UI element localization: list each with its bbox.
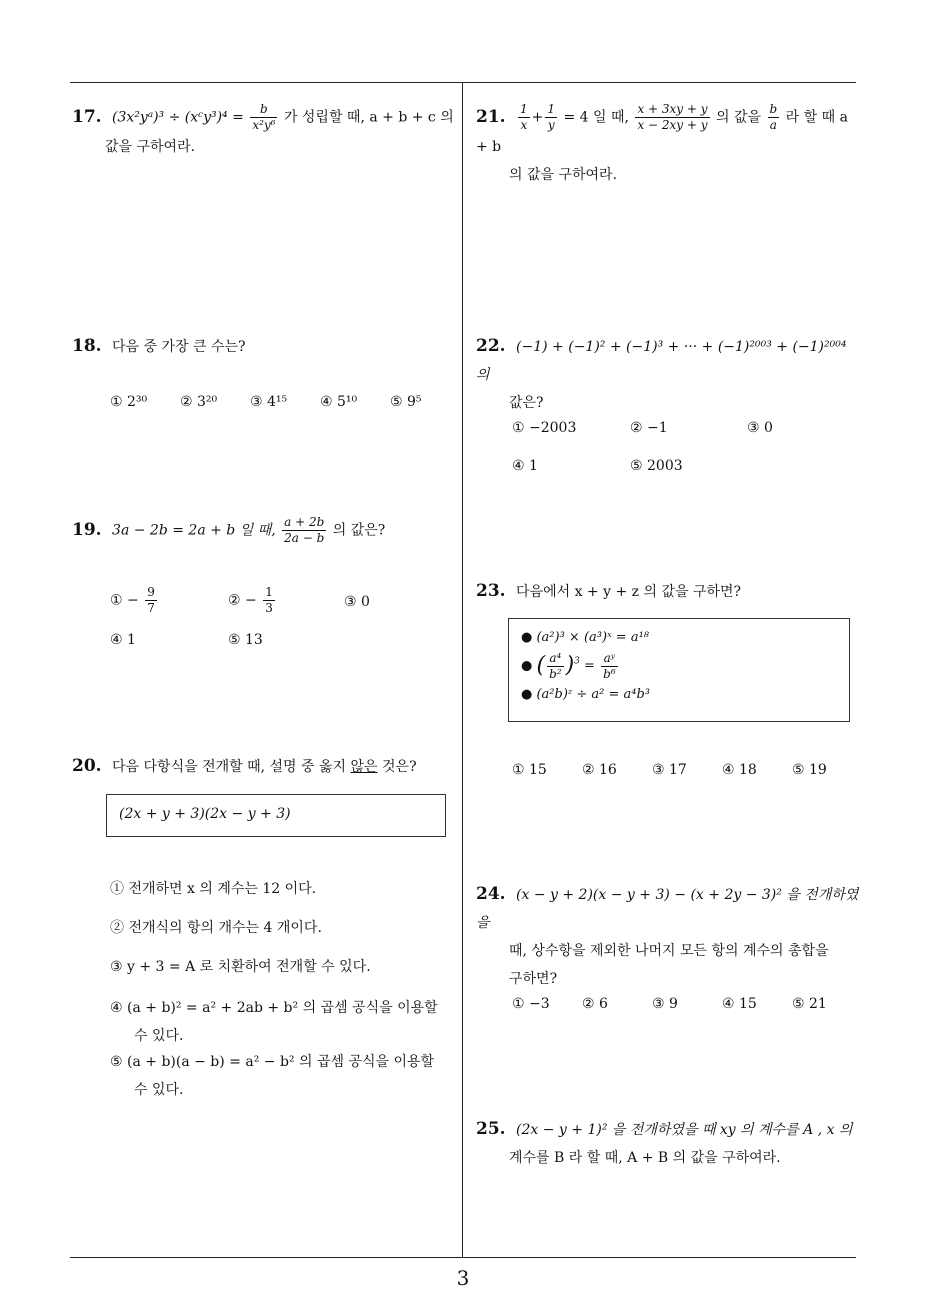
choice-5[interactable]: ⑤ 13 <box>228 632 263 648</box>
bottom-rule <box>70 1257 856 1258</box>
question-18 <box>72 332 457 361</box>
question-text: 의 값을 <box>716 109 762 126</box>
question-17 <box>72 102 457 161</box>
fraction-denominator: x − 2xy + y <box>637 118 708 132</box>
condition-text: = 4 일 때, <box>563 109 629 126</box>
fraction-denominator: y <box>545 117 557 133</box>
choice-4[interactable]: ④ 1 <box>110 632 136 648</box>
question-text: 가 성립할 때, a + b + c 의 <box>283 109 454 126</box>
question-21 <box>476 102 861 189</box>
question-text-line2: 때, 상수항을 제외한 나머지 모든 항의 계수의 총합을 <box>509 943 829 959</box>
fraction <box>145 585 157 616</box>
fraction-denominator: a <box>768 117 780 133</box>
fraction <box>545 102 557 133</box>
fraction <box>518 102 530 133</box>
expression-box <box>106 794 446 837</box>
fraction-numerator: b <box>260 102 268 116</box>
question-text-line2: 값을 구하여라. <box>105 139 196 155</box>
question-text-line2: 값은? <box>509 395 544 411</box>
choice-4[interactable]: ④ 5¹⁰ <box>320 394 358 410</box>
choice-4[interactable]: ④ 15 <box>722 996 757 1012</box>
fraction <box>601 651 618 682</box>
question-number: 23. <box>476 581 506 601</box>
fraction-numerator: x + 3xy + y <box>637 102 708 116</box>
condition-3: ● (a²b)ᶻ ÷ a² = a⁴b³ <box>521 686 650 702</box>
question-23 <box>476 577 861 606</box>
condition-box <box>508 618 850 722</box>
choice-label: ② − <box>228 592 257 609</box>
choice-1[interactable]: ① 전개하면 x 의 계수는 12 이다. <box>110 881 317 897</box>
condition-text: (a²)³ × (a³)ˣ = a¹⁸ <box>536 630 650 645</box>
question-text-line2: 계수를 B 라 할 때, A + B 의 값을 구하여라. <box>509 1150 781 1166</box>
question-text-tail: 라 할 때 a + b <box>476 109 848 155</box>
choice-text: ④ (a + b)² = a² + 2ab + b² 의 곱셈 공식을 이용할 <box>110 1000 438 1016</box>
question-number: 19. <box>72 519 102 540</box>
top-rule <box>70 82 856 83</box>
condition-2: ● ( $\frac{\text{a⁴}}{\text{b²}}$ )$^3$ = $\frac{\text{aʸ}}{\text{b⁶}}$ <box>521 650 616 681</box>
fraction <box>635 102 709 133</box>
question-text-line2: 의 값을 구하여라. <box>509 167 618 183</box>
question-text: 의 값은? <box>332 522 386 539</box>
question-22 <box>476 332 861 417</box>
choice-4[interactable]: ④ 1 <box>512 458 538 474</box>
choice-1[interactable]: ① −3 <box>512 996 550 1012</box>
fraction-denominator: 2a − b <box>284 531 325 545</box>
fraction-numerator: 1 <box>265 585 273 599</box>
choice-2[interactable]: ② 16 <box>582 762 617 778</box>
fraction-denominator: b² <box>549 666 562 681</box>
fraction-numerator: 9 <box>147 585 155 599</box>
choice-2[interactable] <box>228 585 277 616</box>
left-paren-icon: ( <box>536 653 546 678</box>
question-number: 25. <box>476 1119 506 1139</box>
question-text-underlined: 않은 <box>350 759 378 775</box>
question-19 <box>72 515 457 546</box>
choice-1[interactable]: ① 2³⁰ <box>110 394 148 410</box>
choice-2[interactable]: ② 3²⁰ <box>180 394 218 410</box>
question-number: 17. <box>72 106 102 127</box>
question-number: 24. <box>476 884 506 904</box>
question-text-end: 것은? <box>382 759 417 775</box>
fraction <box>547 651 564 682</box>
question-number: 22. <box>476 336 506 356</box>
choice-2[interactable]: ② −1 <box>630 420 668 436</box>
question-text: 다음에서 x + y + z 의 값을 구하면? <box>516 584 742 600</box>
question-expression: (2x − y + 1)² 을 전개하였을 때 xy 의 계수를 A , x 의 <box>516 1122 853 1138</box>
fraction-numerator: a + 2b <box>284 515 325 529</box>
fraction <box>768 102 780 133</box>
fraction <box>250 102 277 133</box>
choice-2[interactable]: ② 전개식의 항의 개수는 4 개이다. <box>110 920 322 936</box>
choice-5[interactable]: ⑤ 2003 <box>630 458 683 474</box>
question-number: 21. <box>476 106 506 127</box>
fraction-numerator: b <box>769 102 778 116</box>
choice-text-cont: 수 있다. <box>134 1028 184 1044</box>
fraction-denominator: b⁶ <box>603 666 616 681</box>
fraction-denominator: x²y⁶ <box>252 118 276 132</box>
question-condition: 3a − 2b = 2a + b 일 때, <box>112 522 276 539</box>
choice-4[interactable]: ④ 18 <box>722 762 757 778</box>
question-expression: (x − y + 2)(x − y + 3) − (x + 2y − 3)² 을 전개하였을 <box>476 887 859 931</box>
condition-text: (a²b)ᶻ ÷ a² = a⁴b³ <box>536 686 650 702</box>
fraction-numerator: 1 <box>547 102 556 116</box>
fraction-denominator: 7 <box>147 601 155 615</box>
choice-5[interactable]: ⑤ 9⁵ <box>390 394 422 410</box>
question-20 <box>72 752 457 781</box>
fraction-numerator: aʸ <box>603 650 616 665</box>
choice-3[interactable]: ③ 0 <box>344 594 370 610</box>
choice-1[interactable]: ① 15 <box>512 762 547 778</box>
choice-1[interactable]: ① −2003 <box>512 420 577 436</box>
choice-3[interactable]: ③ 4¹⁵ <box>250 394 288 410</box>
question-expression: (−1) + (−1)² + (−1)³ + ··· + (−1)²⁰⁰³ + (−1)²⁰⁰⁴ 의 <box>476 339 847 383</box>
question-25 <box>476 1115 861 1172</box>
page-number: 3 <box>456 1266 470 1290</box>
choice-4[interactable] <box>110 994 438 1050</box>
choice-text: ⑤ (a + b)(a − b) = a² − b² 의 곱셈 공식을 이용할 <box>110 1054 435 1070</box>
equation-lhs: (3x²yᵃ)³ ÷ (xᶜy³)⁴ = <box>112 109 244 126</box>
plus-sign: + <box>531 109 544 126</box>
question-text: 다음 중 가장 큰 수는? <box>112 339 246 355</box>
choice-5[interactable] <box>110 1048 434 1104</box>
choice-label: ① − <box>110 592 139 609</box>
choice-3[interactable]: ③ y + 3 = A 로 치환하여 전개할 수 있다. <box>110 959 371 975</box>
choice-5[interactable]: ⑤ 19 <box>792 762 827 778</box>
fraction-numerator: a⁴ <box>549 650 562 665</box>
choice-3[interactable]: ③ 17 <box>652 762 687 778</box>
choice-3[interactable]: ③ 0 <box>747 420 773 436</box>
fraction <box>282 515 326 546</box>
condition-1: ● (a²)³ × (a³)ˣ = a¹⁸ <box>521 630 650 645</box>
choice-3[interactable]: ③ 9 <box>652 996 678 1012</box>
choice-2[interactable]: ② 6 <box>582 996 608 1012</box>
choice-1[interactable] <box>110 585 159 616</box>
question-number: 18. <box>72 336 102 356</box>
expression: (2x + y + 3)(2x − y + 3) <box>119 806 291 822</box>
question-text: 다음 다항식을 전개할 때, 설명 중 옳지 <box>112 759 347 775</box>
question-24 <box>476 880 861 993</box>
fraction <box>263 585 275 616</box>
question-number: 20. <box>72 756 102 776</box>
choice-text-cont: 수 있다. <box>134 1082 184 1098</box>
fraction-denominator: 3 <box>265 601 273 615</box>
choice-5[interactable]: ⑤ 21 <box>792 996 827 1012</box>
fraction-denominator: x <box>518 117 530 133</box>
right-paren-icon: ) <box>565 653 575 678</box>
question-text-line3: 구하면? <box>509 971 558 987</box>
fraction-numerator: 1 <box>520 102 528 116</box>
column-divider <box>462 83 463 1258</box>
